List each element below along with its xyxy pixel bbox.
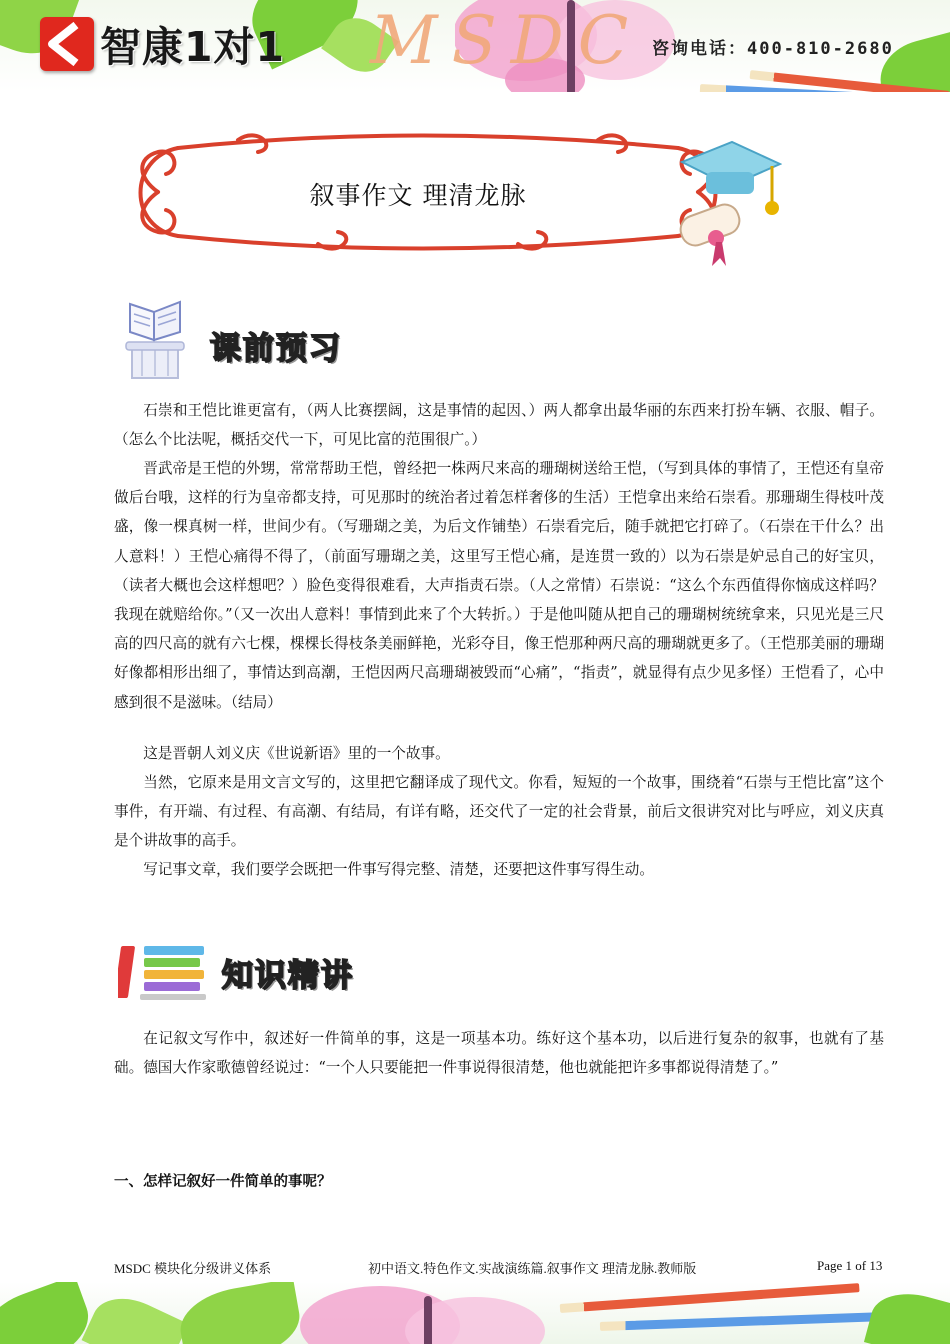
brand-script: MSDC (370, 2, 643, 79)
page-title: 叙事作文 理清龙脉 (309, 181, 527, 210)
paragraph: 在记叙文写作中，叙述好一件简单的事，这是一项基本功。练好这个基本功，以后进行复杂的叙事，也就有了基础。德国大作家歌德曾经说过：“一个人只要能把一件事说得很清楚，他也就能把许多事都说得清楚了。” (114, 1030, 884, 1077)
logo-text: 智康1对1 (100, 23, 286, 71)
paragraph: 晋武帝是王恺的外甥，常常帮助王恺，曾经把一株两尺来高的珊瑚树送给王恺，（写到具体的事情了，王恺还有皇帝做后台哦，这样的行为皇帝都支持，可见那时的统治者过着怎样奢侈的生活）王恺拿出来给石崇看。那珊瑚生得枝叶茂盛，像一棵真树一样，世间少有。（写珊瑚之美，为后文作铺垫）石崇看完后，随手就把它打碎了。（石崇在干什么？出人意料！）王恺心痛得不得了，（前面写珊瑚之美，这里写王恺心痛，是连贯一致的）以为石崇是妒忌自己的好宝贝，（读者大概也会这样想吧？）脸色变得很难看，大声指责石崇。（人之常情）石崇说：“这么个东西值得你恼成这样吗？我现在就赔给你。”（又一次出人意料！事情到此来了个大转折。）于是他叫随从把自己的珊瑚树统统拿来，只见光是三尺高的四尺高的就有六七棵，棵棵长得枝条美丽鲜艳，光彩夺目，像王恺那种两尺高的珊瑚就更多了。（王恺那美丽的珊瑚好像都相形出细了，事情达到高潮，王恺因两尺高珊瑚被毁而“心痛”，“指责”，就显得有点少见多怪）王恺看了，心中感到很不是滋味。（结局） (114, 460, 884, 711)
paragraph: 石崇和王恺比谁更富有，（两人比赛摆阔，这是事情的起因、）两人都拿出最华丽的东西来打扮车辆、衣服、帽子。（怎么个比法呢，概括交代一下，可见比富的范围很广。） (114, 402, 884, 449)
page-header (0, 0, 950, 92)
graduation-cap-icon (672, 132, 782, 272)
paragraph: 这是晋朝人刘义庆《世说新语》里的一个故事。 (143, 745, 450, 762)
butterfly-icon (300, 1286, 550, 1344)
leaf-decoration (864, 1284, 950, 1344)
page-footer-decoration (0, 1282, 950, 1344)
section-header-knowledge (118, 940, 354, 1004)
footer-left: MSDC 模块化分级讲义体系 (114, 1261, 272, 1276)
footer-center: 初中语文.特色作文.实战演练篇.叙事作文 理清龙脉.教师版 (368, 1261, 697, 1276)
contact-phone: 咨询电话：400-810-2680 (652, 39, 894, 59)
leaf-decoration (82, 1286, 189, 1344)
book-stack-icon (118, 940, 208, 1004)
section-title-knowledge: 知识精讲 (222, 957, 354, 994)
subheading: 一、怎样记叙好一件简单的事呢？ (114, 1173, 332, 1190)
pencil-decoration (560, 1283, 860, 1313)
paragraph: 当然，它原来是用文言文写的，这里把它翻译成了现代文。你看，短短的一个故事，围绕着“石崇与王恺比富”这个事件，有开端、有过程、有高潮、有结局，有详有略，还交代了一定的社会背景，前后文很讲究对比与呼应，刘义庆真是个讲故事的高手。 (114, 774, 884, 850)
section-title-preview: 课前预习 (210, 330, 342, 367)
footer-page-number: Page 1 of 13 (817, 1258, 883, 1273)
book-pillar-icon (118, 294, 190, 382)
title-banner (118, 118, 758, 266)
logo-arrow-icon (40, 17, 94, 71)
leaf-decoration (175, 1282, 305, 1344)
section-header-preview (118, 294, 342, 382)
paragraph: 写记事文章，我们要学会既把一件事写得完整、清楚，还要把这件事写得生动。 (143, 861, 654, 878)
brand-logo (40, 14, 285, 73)
